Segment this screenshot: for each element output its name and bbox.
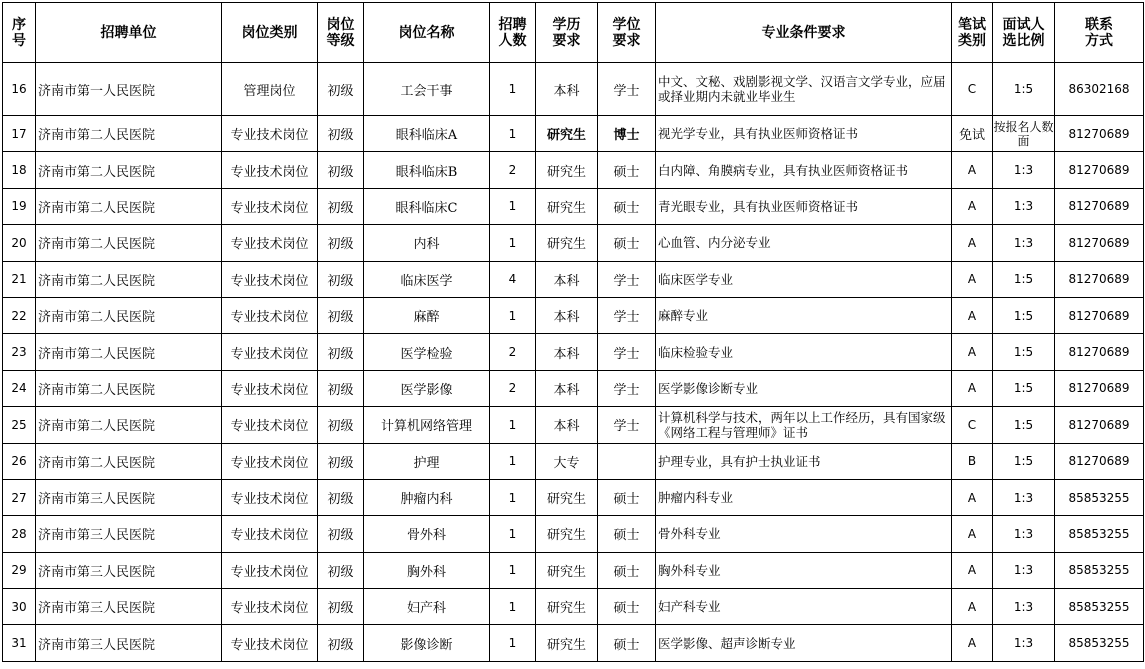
row-education: 本科 — [536, 63, 598, 116]
row-count: 1 — [490, 63, 536, 116]
header-ratio: 面试人选比例 — [993, 3, 1055, 63]
row-exam: B — [952, 443, 993, 479]
row-ratio: 1:5 — [993, 63, 1055, 116]
row-unit: 济南市第二人民医院 — [36, 261, 222, 297]
row-degree: 硕士 — [598, 625, 656, 661]
row-contact: 81270689 — [1055, 116, 1144, 152]
row-unit: 济南市第三人民医院 — [36, 625, 222, 661]
table-row — [3, 261, 1144, 297]
row-category: 专业技术岗位 — [222, 552, 318, 588]
row-level: 初级 — [318, 116, 364, 152]
row-no: 31 — [3, 625, 36, 661]
row-education: 研究生 — [536, 552, 598, 588]
row-post: 医学检验 — [364, 334, 490, 370]
row-education: 研究生 — [536, 479, 598, 515]
row-exam: C — [952, 407, 993, 443]
row-contact: 81270689 — [1055, 407, 1144, 443]
row-education: 本科 — [536, 370, 598, 406]
row-contact: 85853255 — [1055, 552, 1144, 588]
row-education: 研究生 — [536, 516, 598, 552]
row-post: 工会干事 — [364, 63, 490, 116]
table-row — [3, 370, 1144, 406]
row-unit: 济南市第二人民医院 — [36, 188, 222, 224]
row-post: 护理 — [364, 443, 490, 479]
table-row — [3, 63, 1144, 116]
table-row — [3, 516, 1144, 552]
row-contact: 81270689 — [1055, 261, 1144, 297]
row-category: 专业技术岗位 — [222, 152, 318, 188]
row-ratio: 1:5 — [993, 370, 1055, 406]
row-no: 29 — [3, 552, 36, 588]
row-degree: 学士 — [598, 261, 656, 297]
row-unit: 济南市第二人民医院 — [36, 407, 222, 443]
row-education: 研究生 — [536, 188, 598, 224]
row-level: 初级 — [318, 297, 364, 333]
row-no: 23 — [3, 334, 36, 370]
row-level: 初级 — [318, 625, 364, 661]
row-requirement: 骨外科专业 — [656, 516, 952, 552]
row-no: 18 — [3, 152, 36, 188]
row-level: 初级 — [318, 443, 364, 479]
row-category: 专业技术岗位 — [222, 516, 318, 552]
row-ratio: 1:5 — [993, 443, 1055, 479]
row-exam: A — [952, 625, 993, 661]
row-exam: A — [952, 370, 993, 406]
row-degree: 硕士 — [598, 516, 656, 552]
header-count: 招聘人数 — [490, 3, 536, 63]
row-post: 妇产科 — [364, 589, 490, 625]
row-ratio: 1:3 — [993, 552, 1055, 588]
row-ratio: 1:5 — [993, 334, 1055, 370]
row-degree: 学士 — [598, 370, 656, 406]
row-unit: 济南市第二人民医院 — [36, 225, 222, 261]
row-degree: 博士 — [598, 116, 656, 152]
row-degree: 学士 — [598, 334, 656, 370]
row-category: 专业技术岗位 — [222, 479, 318, 515]
header-category: 岗位类别 — [222, 3, 318, 63]
row-post: 骨外科 — [364, 516, 490, 552]
row-no: 25 — [3, 407, 36, 443]
row-no: 28 — [3, 516, 36, 552]
row-ratio: 1:5 — [993, 297, 1055, 333]
row-level: 初级 — [318, 589, 364, 625]
row-post: 影像诊断 — [364, 625, 490, 661]
header-contact: 联系方式 — [1055, 3, 1144, 63]
row-level: 初级 — [318, 479, 364, 515]
row-no: 20 — [3, 225, 36, 261]
header-level: 岗位等级 — [318, 3, 364, 63]
row-unit: 济南市第三人民医院 — [36, 552, 222, 588]
row-exam: A — [952, 152, 993, 188]
row-ratio: 1:3 — [993, 188, 1055, 224]
row-level: 初级 — [318, 552, 364, 588]
row-contact: 85853255 — [1055, 516, 1144, 552]
row-post: 眼科临床B — [364, 152, 490, 188]
row-exam: A — [952, 552, 993, 588]
row-degree: 硕士 — [598, 225, 656, 261]
row-education: 研究生 — [536, 589, 598, 625]
row-post: 麻醉 — [364, 297, 490, 333]
row-requirement: 胸外科专业 — [656, 552, 952, 588]
row-no: 24 — [3, 370, 36, 406]
row-contact: 81270689 — [1055, 152, 1144, 188]
header-unit: 招聘单位 — [36, 3, 222, 63]
row-education: 大专 — [536, 443, 598, 479]
row-unit: 济南市第二人民医院 — [36, 370, 222, 406]
header-no: 序号 — [3, 3, 36, 63]
row-count: 1 — [490, 225, 536, 261]
row-degree: 硕士 — [598, 479, 656, 515]
row-no: 22 — [3, 297, 36, 333]
row-level: 初级 — [318, 334, 364, 370]
row-category: 专业技术岗位 — [222, 370, 318, 406]
row-ratio: 1:3 — [993, 516, 1055, 552]
row-category: 专业技术岗位 — [222, 116, 318, 152]
row-education: 研究生 — [536, 152, 598, 188]
row-requirement: 中文、文秘、戏剧影视文学、汉语言文学专业，应届或择业期内未就业毕业生 — [656, 63, 952, 116]
row-no: 17 — [3, 116, 36, 152]
row-category: 专业技术岗位 — [222, 589, 318, 625]
row-exam: A — [952, 589, 993, 625]
row-post: 眼科临床C — [364, 188, 490, 224]
row-contact: 85853255 — [1055, 589, 1144, 625]
row-unit: 济南市第二人民医院 — [36, 297, 222, 333]
header-exam: 笔试类别 — [952, 3, 993, 63]
row-ratio: 按报名人数面 — [993, 116, 1055, 152]
row-count: 1 — [490, 116, 536, 152]
row-post: 计算机网络管理 — [364, 407, 490, 443]
row-count: 1 — [490, 297, 536, 333]
row-category: 专业技术岗位 — [222, 334, 318, 370]
row-requirement: 护理专业，具有护士执业证书 — [656, 443, 952, 479]
table-body — [3, 63, 1144, 662]
row-unit: 济南市第二人民医院 — [36, 443, 222, 479]
row-contact: 81270689 — [1055, 297, 1144, 333]
row-education: 本科 — [536, 297, 598, 333]
row-requirement: 医学影像、超声诊断专业 — [656, 625, 952, 661]
row-degree: 硕士 — [598, 589, 656, 625]
row-degree: 学士 — [598, 407, 656, 443]
row-contact: 86302168 — [1055, 63, 1144, 116]
row-exam: A — [952, 516, 993, 552]
row-ratio: 1:3 — [993, 225, 1055, 261]
row-count: 1 — [490, 589, 536, 625]
row-level: 初级 — [318, 188, 364, 224]
row-education: 本科 — [536, 261, 598, 297]
row-requirement: 青光眼专业，具有执业医师资格证书 — [656, 188, 952, 224]
row-unit: 济南市第三人民医院 — [36, 516, 222, 552]
row-count: 4 — [490, 261, 536, 297]
row-level: 初级 — [318, 152, 364, 188]
row-requirement: 妇产科专业 — [656, 589, 952, 625]
row-requirement: 计算机科学与技术，两年以上工作经历，具有国家级《网络工程与管理师》证书 — [656, 407, 952, 443]
row-level: 初级 — [318, 225, 364, 261]
row-degree: 学士 — [598, 63, 656, 116]
row-category: 专业技术岗位 — [222, 443, 318, 479]
table-row — [3, 625, 1144, 661]
row-education: 本科 — [536, 407, 598, 443]
row-contact: 81270689 — [1055, 188, 1144, 224]
row-ratio: 1:3 — [993, 152, 1055, 188]
header-requirement: 专业条件要求 — [656, 3, 952, 63]
header-row — [3, 3, 1144, 63]
row-contact: 85853255 — [1055, 479, 1144, 515]
row-requirement: 视光学专业，具有执业医师资格证书 — [656, 116, 952, 152]
row-post: 胸外科 — [364, 552, 490, 588]
row-contact: 81270689 — [1055, 225, 1144, 261]
row-degree — [598, 443, 656, 479]
row-no: 26 — [3, 443, 36, 479]
row-exam: C — [952, 63, 993, 116]
row-level: 初级 — [318, 261, 364, 297]
table-row — [3, 407, 1144, 443]
row-requirement: 肿瘤内科专业 — [656, 479, 952, 515]
row-education: 研究生 — [536, 625, 598, 661]
row-unit: 济南市第二人民医院 — [36, 116, 222, 152]
row-unit: 济南市第三人民医院 — [36, 479, 222, 515]
row-education: 研究生 — [536, 116, 598, 152]
row-exam: A — [952, 297, 993, 333]
row-post: 肿瘤内科 — [364, 479, 490, 515]
row-exam: 免试 — [952, 116, 993, 152]
row-no: 16 — [3, 63, 36, 116]
header-degree: 学位要求 — [598, 3, 656, 63]
row-count: 2 — [490, 334, 536, 370]
row-count: 1 — [490, 552, 536, 588]
row-education: 本科 — [536, 334, 598, 370]
table-row — [3, 443, 1144, 479]
row-exam: A — [952, 188, 993, 224]
row-no: 30 — [3, 589, 36, 625]
header-post: 岗位名称 — [364, 3, 490, 63]
row-count: 2 — [490, 152, 536, 188]
row-requirement: 医学影像诊断专业 — [656, 370, 952, 406]
row-post: 内科 — [364, 225, 490, 261]
table-row — [3, 116, 1144, 152]
row-unit: 济南市第一人民医院 — [36, 63, 222, 116]
table-row — [3, 152, 1144, 188]
row-category: 专业技术岗位 — [222, 625, 318, 661]
row-requirement: 心血管、内分泌专业 — [656, 225, 952, 261]
row-unit: 济南市第三人民医院 — [36, 589, 222, 625]
row-ratio: 1:3 — [993, 625, 1055, 661]
row-requirement: 临床检验专业 — [656, 334, 952, 370]
row-no: 19 — [3, 188, 36, 224]
table-row — [3, 225, 1144, 261]
row-count: 2 — [490, 370, 536, 406]
row-post: 医学影像 — [364, 370, 490, 406]
row-requirement: 麻醉专业 — [656, 297, 952, 333]
row-requirement: 白内障、角膜病专业，具有执业医师资格证书 — [656, 152, 952, 188]
row-ratio: 1:5 — [993, 407, 1055, 443]
row-count: 1 — [490, 443, 536, 479]
row-unit: 济南市第二人民医院 — [36, 152, 222, 188]
row-unit: 济南市第二人民医院 — [36, 334, 222, 370]
recruitment-table — [2, 2, 1144, 662]
row-ratio: 1:3 — [993, 479, 1055, 515]
row-contact: 81270689 — [1055, 370, 1144, 406]
row-level: 初级 — [318, 407, 364, 443]
table-row — [3, 552, 1144, 588]
row-ratio: 1:3 — [993, 589, 1055, 625]
row-ratio: 1:5 — [993, 261, 1055, 297]
row-level: 初级 — [318, 63, 364, 116]
row-contact: 81270689 — [1055, 334, 1144, 370]
table-row — [3, 479, 1144, 515]
row-category: 专业技术岗位 — [222, 297, 318, 333]
row-no: 21 — [3, 261, 36, 297]
row-contact: 85853255 — [1055, 625, 1144, 661]
row-count: 1 — [490, 516, 536, 552]
row-exam: A — [952, 479, 993, 515]
row-category: 专业技术岗位 — [222, 407, 318, 443]
row-degree: 硕士 — [598, 552, 656, 588]
row-exam: A — [952, 261, 993, 297]
row-degree: 硕士 — [598, 152, 656, 188]
row-category: 专业技术岗位 — [222, 261, 318, 297]
row-post: 眼科临床A — [364, 116, 490, 152]
row-level: 初级 — [318, 516, 364, 552]
table-row — [3, 589, 1144, 625]
table-row — [3, 297, 1144, 333]
row-level: 初级 — [318, 370, 364, 406]
row-education: 研究生 — [536, 225, 598, 261]
row-requirement: 临床医学专业 — [656, 261, 952, 297]
row-post: 临床医学 — [364, 261, 490, 297]
row-exam: A — [952, 225, 993, 261]
header-education: 学历要求 — [536, 3, 598, 63]
row-category: 专业技术岗位 — [222, 188, 318, 224]
table-row — [3, 188, 1144, 224]
row-degree: 硕士 — [598, 188, 656, 224]
row-contact: 81270689 — [1055, 443, 1144, 479]
row-count: 1 — [490, 625, 536, 661]
row-no: 27 — [3, 479, 36, 515]
row-category: 管理岗位 — [222, 63, 318, 116]
row-count: 1 — [490, 479, 536, 515]
row-category: 专业技术岗位 — [222, 225, 318, 261]
row-degree: 学士 — [598, 297, 656, 333]
table-row — [3, 334, 1144, 370]
row-count: 1 — [490, 407, 536, 443]
row-exam: A — [952, 334, 993, 370]
row-count: 1 — [490, 188, 536, 224]
